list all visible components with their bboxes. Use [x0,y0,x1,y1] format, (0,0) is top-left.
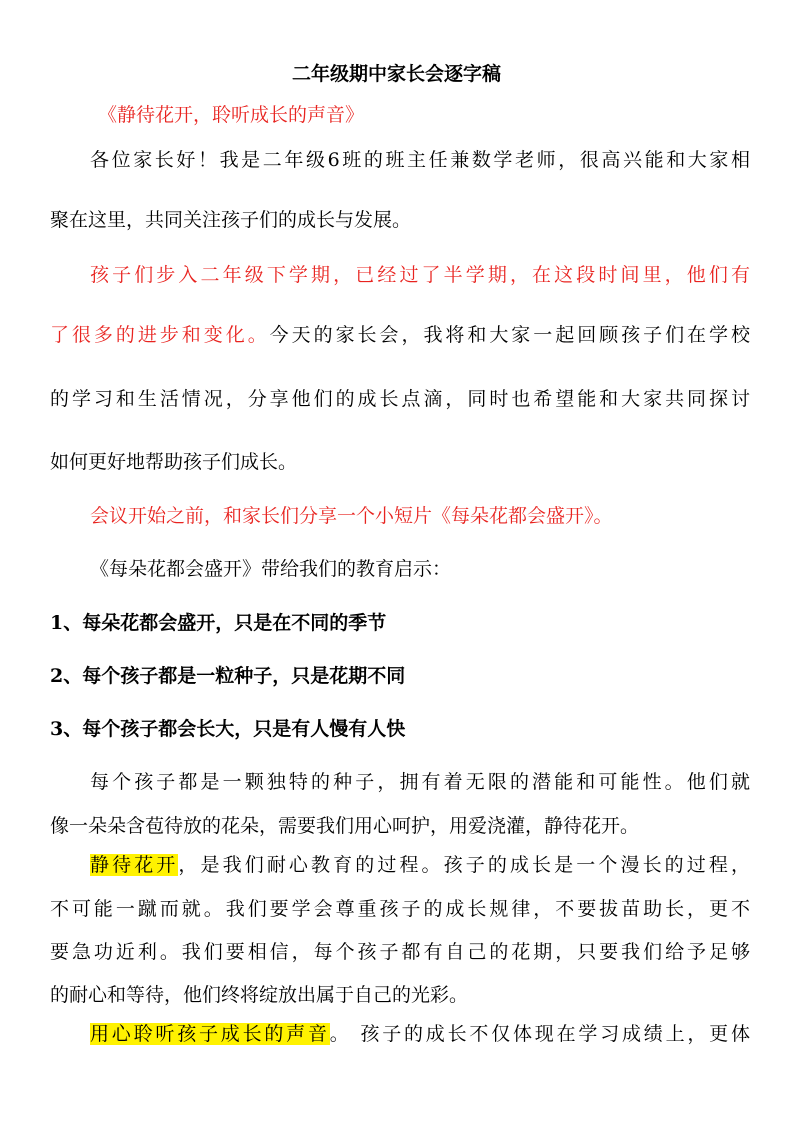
point-1: 1、每朵花都会盛开，只是在不同的季节 [50,612,387,634]
highlight-listen-to-growth: 用心聆听孩子成长的声音 [90,1023,330,1045]
point-2: 2、每个孩子都是一粒种子，只是花期不同 [50,665,406,687]
paragraph-7-text: 。 孩子的成长不仅体现在学习成绩上，更体 [329,1023,750,1045]
paragraph-2-red-text: 了很多的进步和变化。 [50,324,270,346]
paragraph-1-line-1: 各位家长好！我是二年级6班的班主任兼数学老师，很高兴能和大家相 [90,149,750,171]
paragraph-2-line-1: 孩子们步入二年级下学期，已经过了半学期，在这段时间里，他们有 [90,264,750,286]
document-subtitle: 《静待花开，聆听成长的声音》 [98,104,365,126]
paragraph-6-line-3: 要急功近利。我们要相信，每个孩子都有自己的花期，只要我们给予足够 [50,941,750,963]
paragraph-5-line-2: 像一朵朵含苞待放的花朵，需要我们用心呵护，用爱浇灌，静待花开。 [50,815,640,837]
point-3: 3、每个孩子都会长大，只是有人慢有人快 [50,718,406,740]
highlight-wait-for-bloom: 静待花开 [90,854,179,876]
paragraph-1-line-2: 聚在这里，共同关注孩子们的成长与发展。 [50,209,412,231]
paragraph-6-text: ，是我们耐心教育的过程。孩子的成长是一个漫长的过程， [178,854,750,876]
paragraph-3: 会议开始之前，和家长们分享一个小短片《每朵花都会盛开》。 [90,505,613,527]
paragraph-6-line-1 [90,853,750,877]
document-title: 二年级期中家长会逐字稿 [291,63,501,85]
paragraph-2-text: 今天的家长会，我将和大家一起回顾孩子们在学校 [269,324,750,346]
paragraph-4: 《每朵花都会盛开》带给我们的教育启示： [90,558,452,580]
paragraph-2-line-4: 如何更好地帮助孩子们成长。 [50,451,298,473]
paragraph-7-line-1 [90,1022,750,1046]
paragraph-2-line-2 [50,323,750,347]
paragraph-2-line-3: 的学习和生活情况，分享他们的成长点滴，同时也希望能和大家共同探讨 [50,388,750,410]
paragraph-6-line-4: 的耐心和等待，他们终将绽放出属于自己的光彩。 [50,984,469,1006]
paragraph-6-line-2: 不可能一蹴而就。我们要学会尊重孩子的成长规律，不要拔苗助长，更不 [50,898,750,920]
paragraph-5-line-1: 每个孩子都是一颗独特的种子，拥有着无限的潜能和可能性。他们就 [90,771,750,793]
